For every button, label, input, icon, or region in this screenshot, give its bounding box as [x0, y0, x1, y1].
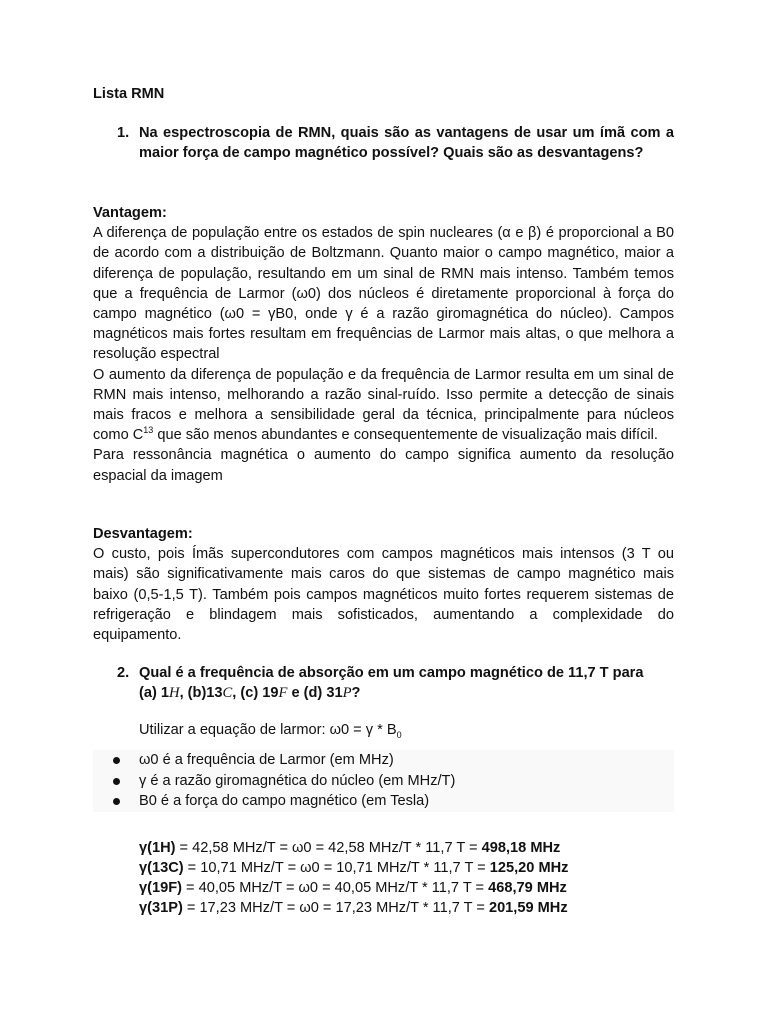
calc-result: 125,20 MHz [489, 860, 569, 876]
vantagem-paragraph-2 [93, 365, 674, 446]
calc-label: γ(19F) [139, 880, 182, 896]
list-item-text: B0 é a força do campo magnético (em Tesla) [139, 793, 430, 809]
desvantagem-section [93, 524, 674, 645]
phosphorus-symbol: P [342, 685, 352, 701]
vantagem-paragraph-2-end: que são menos abundantes e consequentemente de visualização mais difícil. [153, 427, 658, 444]
question-2-part-a: (a) 1 [139, 685, 170, 701]
definitions-list [93, 750, 674, 812]
calc-row-13c [139, 858, 568, 878]
question-2-text [139, 663, 674, 703]
desvantagem-heading: Desvantagem: [93, 526, 193, 542]
question-1-text: Na espectroscopia de RMN, quais são as vantagens de usar um ímã com a maior força de campo magnético possível? Quais são as desvantagens? [139, 125, 674, 161]
fluorine-symbol: F [278, 685, 288, 701]
calc-result: 498,18 MHz [481, 840, 561, 856]
calculations [139, 838, 568, 918]
question-2-part-c: , (c) 19 [232, 685, 279, 701]
list-item [93, 750, 674, 771]
calc-result: 468,79 MHz [488, 880, 567, 896]
vantagem-section [93, 203, 674, 486]
question-2-number: 2. [117, 665, 130, 681]
list-item-text: ω0 é a frequência de Larmor (em MHz) [139, 752, 394, 768]
question-1-number: 1. [117, 125, 130, 141]
question-2-part-b: , (b)13 [179, 685, 223, 701]
list-item-text: γ é a razão giromagnética do núcleo (em MHz/T) [139, 772, 456, 789]
desvantagem-paragraph: O custo, pois Ímãs supercondutores com campos magnéticos mais intensos (3 T ou mais) são significativamente mais caros do que sistemas de campo magnético mais baixo (0,5-1,5 T). Também pois campos magnéticos muito fortes requerem sistemas de refrigeração e blindagem mais sofisticados, aumentando a complexidade do equipamento. [93, 546, 674, 644]
calc-expression: = 42,58 MHz/T = ω0 = 42,58 MHz/T * 11,7 T = [175, 840, 482, 856]
list-item [93, 771, 674, 792]
larmor-equation-subscript: 0 [396, 729, 402, 740]
larmor-equation [139, 720, 402, 740]
bullet-icon [113, 757, 120, 764]
calc-row-19f [139, 878, 568, 898]
question-2 [93, 663, 674, 703]
calc-row-31p [139, 898, 568, 918]
question-1 [93, 123, 674, 163]
calc-label: γ(1H) [139, 840, 176, 856]
list-item [93, 791, 674, 812]
bullet-icon [113, 798, 120, 805]
vantagem-paragraph-2-start: O aumento da diferença de população e da frequência de Larmor resulta em um sinal de RMN mais intenso, melhorando a razão sinal-ruído. Isso permite a detecção de sinais mais fracos e melhora a sensibilidade geral da técnica, principalmente para núcleos como C [93, 366, 674, 444]
c13-superscript: 13 [143, 425, 154, 436]
calc-label: γ(31P) [139, 900, 183, 916]
question-2-part-d: e (d) 31 [287, 685, 343, 701]
calc-expression: = 17,23 MHz/T = ω0 = 17,23 MHz/T * 11,7 T = [182, 900, 489, 916]
larmor-equation-text: Utilizar a equação de larmor: ω0 = γ * B [139, 722, 397, 738]
calc-label: γ(13C) [139, 860, 184, 876]
hydrogen-symbol: H [169, 685, 180, 701]
bullet-icon [113, 778, 120, 785]
vantagem-paragraph-3: Para ressonância magnética o aumento do campo significa aumento da resolução espacial da imagem [93, 447, 674, 484]
question-2-line-1: Qual é a frequência de absorção em um campo magnético de 11,7 T para [139, 665, 644, 681]
calc-expression: = 40,05 MHz/T = ω0 = 40,05 MHz/T * 11,7 T = [181, 880, 489, 896]
calc-expression: = 10,71 MHz/T = ω0 = 10,71 MHz/T * 11,7 T = [183, 860, 490, 876]
carbon-symbol: C [222, 685, 233, 701]
question-2-end: ? [351, 685, 361, 701]
document-title: Lista RMN [93, 86, 165, 102]
vantagem-heading: Vantagem: [93, 205, 167, 221]
calc-result: 201,59 MHz [488, 900, 568, 916]
vantagem-paragraph-1: A diferença de população entre os estados de spin nucleares (α e β) é proporcional a B0 de acordo com a distribuição de Boltzmann. Quanto maior o campo magnético, maior a diferença de população, resultando em um sinal de RMN mais intenso. Também temos que a frequência de Larmor (ω0) dos núcleos é diretamente proporcional à força do campo magnético (ω0 = γB0, onde γ é a razão giromagnética do núcleo). Campos magnéticos mais fortes resultam em frequências de Larmor mais altas, o que melhora a resolução espectral [93, 225, 674, 363]
calc-row-1h [139, 838, 568, 858]
